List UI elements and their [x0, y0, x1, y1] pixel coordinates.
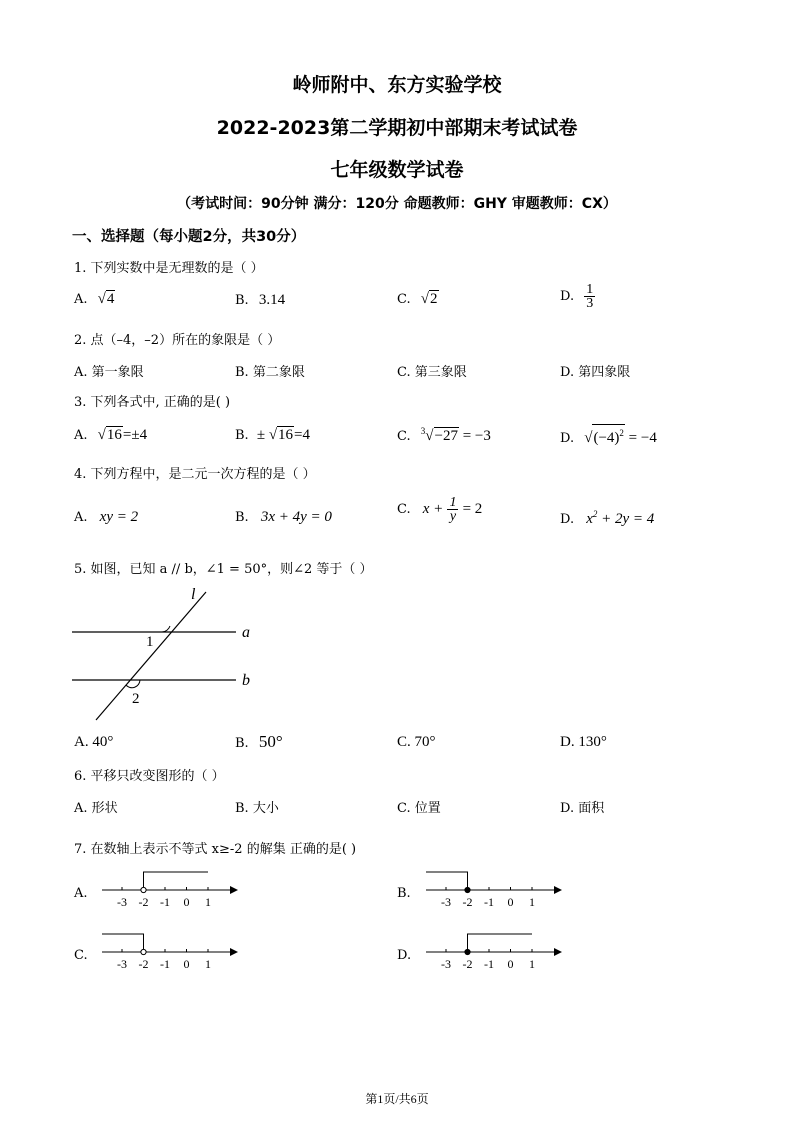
q7-option-c-label: C. [74, 948, 88, 963]
cube-root-expression: $^3$√−27 = −3 [420, 426, 491, 444]
number-line-d [424, 928, 564, 978]
q6-option-c: C. 位置 [397, 801, 441, 816]
number-line-a [100, 866, 240, 916]
tick-label: 1 [205, 895, 211, 909]
tick-label: -2 [138, 957, 149, 971]
q4-option-c [397, 496, 482, 523]
q6-option-d: D. 面积 [560, 801, 605, 816]
fraction [447, 496, 458, 523]
tick-label: -2 [462, 957, 473, 971]
q3-option-a [74, 426, 147, 444]
numerator: 1 [449, 495, 457, 510]
option-text: A. 40° [74, 734, 114, 750]
equation-rest: = −4 [624, 430, 657, 446]
equation-rest: =4 [294, 427, 311, 443]
axis-arrow [554, 948, 562, 956]
q2-option-c: C. 第三象限 [397, 365, 467, 380]
tick-label: -1 [484, 957, 494, 971]
sqrt-expression: √16=±4 [97, 427, 148, 443]
q4-option-b [235, 509, 332, 526]
option-label: D. [560, 512, 575, 527]
exponent: 2 [592, 509, 598, 519]
fraction [584, 283, 595, 310]
radicand-group [592, 424, 624, 446]
sqrt-expression: √4 [97, 291, 115, 307]
equation-rest: + 2y = 4 [597, 511, 655, 527]
question-4-stem: 4. 下列方程中，是二元一次方程的是（ ） [74, 467, 316, 482]
radicand: (−4) [593, 430, 620, 446]
denominator: 3 [586, 296, 594, 311]
q7-option-a-label: A. [74, 886, 88, 901]
label-angle-2: 2 [132, 691, 140, 707]
axis-arrow [230, 948, 238, 956]
tick-label: 1 [529, 957, 535, 971]
tick-label: -3 [117, 895, 127, 909]
question-6-stem: 6. 平移只改变图形的（ ） [74, 769, 225, 784]
option-label: A. [74, 510, 88, 525]
q1-option-b [235, 292, 285, 309]
q7-option-d-label: D. [397, 948, 412, 963]
tick-label: -3 [441, 895, 451, 909]
q5-option-d [560, 734, 607, 751]
number-line-c [100, 928, 240, 978]
sqrt-expression: ± √16=4 [256, 427, 311, 443]
q3-option-b [235, 426, 310, 444]
option-text: D. 130° [560, 734, 607, 750]
tick-label: 0 [507, 957, 514, 971]
tick-label: 1 [205, 957, 211, 971]
variable: x [586, 511, 593, 527]
equation-rest: = 2 [462, 501, 483, 517]
q6-option-b: B. 大小 [235, 801, 279, 816]
q3-option-c [397, 426, 491, 445]
angle-2-arc [126, 680, 140, 688]
option-label: B. [235, 293, 249, 308]
q6-option-a: A. 形状 [74, 801, 118, 816]
exponent: 2 [619, 428, 624, 438]
option-label: B. [235, 510, 249, 525]
question-3-stem: 3. 下列各式中, 正确的是( ) [74, 395, 231, 410]
tick-label: -1 [484, 895, 494, 909]
option-value: 3.14 [258, 292, 286, 308]
solution-ray [468, 934, 533, 952]
option-label: D. [560, 289, 575, 304]
plus-minus: ± [256, 427, 266, 443]
angle-1-arc [162, 626, 170, 632]
q4-option-d [560, 509, 654, 528]
equation: 3x + 4y = 0 [260, 509, 332, 525]
subject-title: 七年级数学试卷 [330, 159, 464, 181]
radicand: 16 [278, 427, 294, 443]
sqrt-expression: √2 [420, 291, 438, 307]
tick-label: 0 [183, 895, 190, 909]
tick-label: 0 [507, 895, 514, 909]
option-label: A. [74, 292, 88, 307]
equation-prefix: x + [422, 501, 444, 517]
q2-option-b: B. 第二象限 [235, 365, 305, 380]
parallel-lines-figure [66, 585, 266, 725]
label-angle-1: 1 [146, 634, 154, 650]
question-2-stem: 2. 点（–4，–2）所在的象限是（ ） [74, 333, 281, 348]
option-label: B. [235, 736, 249, 751]
solution-ray [102, 934, 144, 952]
transversal-l [96, 592, 206, 720]
label-b: b [242, 672, 250, 689]
q2-option-d: D. 第四象限 [560, 365, 631, 380]
closed-endpoint [465, 887, 470, 892]
radicand: −27 [434, 428, 458, 444]
radicand: 2 [430, 291, 438, 307]
tick-label: -3 [117, 957, 127, 971]
closed-endpoint [465, 949, 470, 954]
q7-option-b-label: B. [397, 886, 411, 901]
label-a: a [242, 624, 250, 641]
q5-option-a [74, 734, 113, 751]
q2-option-a: A. 第一象限 [74, 365, 144, 380]
question-5-stem: 5. 如图，已知 a // b，∠1 = 50°，则∠2 等于（ ） [74, 562, 373, 577]
option-text: C. 70° [397, 734, 436, 750]
school-title: 岭师附中、东方实验学校 [292, 74, 502, 96]
open-endpoint [141, 949, 146, 954]
option-label: D. [560, 431, 575, 446]
denominator: y [449, 509, 457, 524]
tick-label: -1 [160, 895, 170, 909]
q1-option-c [397, 290, 439, 308]
axis-arrow [230, 886, 238, 894]
tick-label: -3 [441, 957, 451, 971]
q3-option-d [560, 424, 657, 447]
section-heading: 一、选择题（每小题2分，共30分） [72, 229, 306, 245]
tick-label: -1 [160, 957, 170, 971]
equation-rest: = −3 [458, 428, 491, 444]
question-1-stem: 1. 下列实数中是无理数的是（ ） [74, 261, 264, 276]
option-label: C. [397, 429, 411, 444]
solution-ray [426, 872, 468, 890]
q1-option-d [560, 283, 595, 310]
q5-option-b [235, 732, 283, 752]
option-label: C. [397, 292, 411, 307]
open-endpoint [141, 887, 146, 892]
exam-title: 2022-2023第二学期初中部期末考试试卷 [216, 117, 578, 139]
tick-label: 1 [529, 895, 535, 909]
equation [586, 511, 654, 527]
option-label: C. [397, 502, 411, 517]
option-label: B. [235, 428, 249, 443]
q5-option-c [397, 734, 436, 751]
tick-label: -2 [462, 895, 473, 909]
exam-info: （考试时间：90分钟 满分：120分 命题教师：GHY 审题教师：CX） [177, 196, 617, 212]
solution-ray [144, 872, 209, 890]
sqrt-expression: $√(-4)^2 = -4$ [584, 430, 657, 446]
root-index: 3 [420, 426, 426, 436]
q1-option-a [74, 290, 115, 308]
numerator: 1 [586, 282, 594, 297]
page-number: 第1页/共6页 [365, 1092, 429, 1106]
equation: xy = 2 [99, 509, 139, 525]
label-l: l [191, 586, 196, 603]
equation-rest: =±4 [122, 427, 148, 443]
tick-label: -2 [138, 895, 149, 909]
radicand: 16 [106, 427, 122, 443]
option-label: A. [74, 428, 88, 443]
tick-label: 0 [183, 957, 190, 971]
number-line-b [424, 866, 564, 916]
question-7-stem: 7. 在数轴上表示不等式 x≥-2 的解集 正确的是( ) [74, 842, 357, 857]
option-value: 50° [258, 732, 283, 751]
q4-option-a [74, 509, 138, 526]
radicand: 4 [106, 291, 115, 307]
axis-arrow [554, 886, 562, 894]
